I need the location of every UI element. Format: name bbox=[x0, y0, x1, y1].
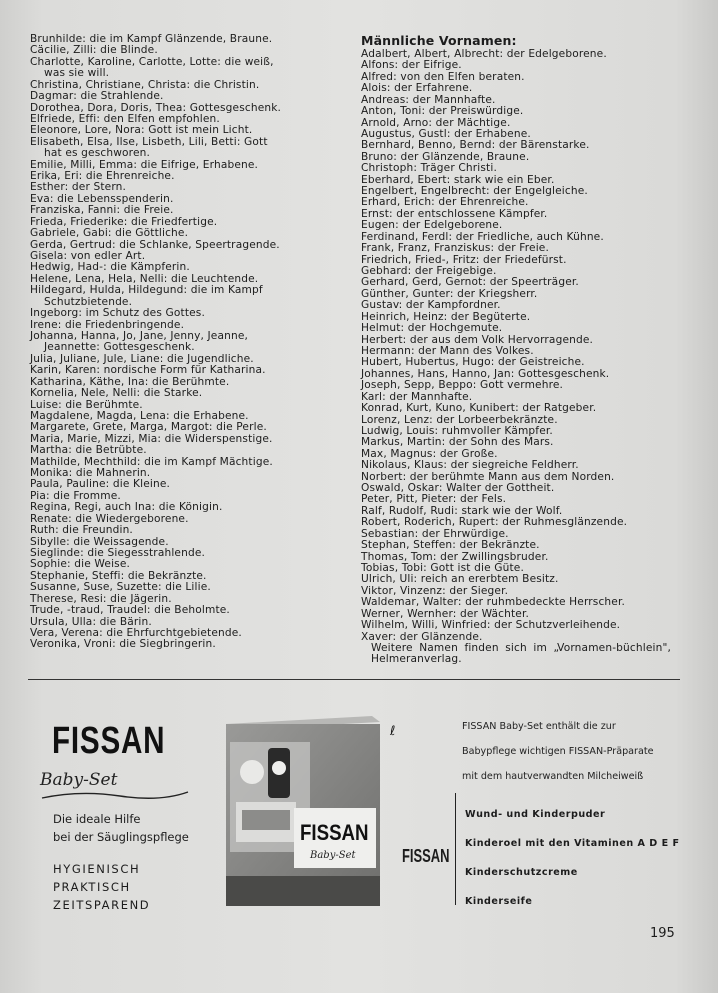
ad-product-item: Wund- und Kinderpuder bbox=[465, 809, 606, 820]
male-name-entry: Hubert, Hubertus, Hugo: der Geistreiche. bbox=[361, 356, 585, 369]
entry-text: Brunhilde: die im Kampf Glänzende, Braune. bbox=[30, 33, 273, 45]
entry-text: Ingeborg: im Schutz des Gottes. bbox=[30, 307, 205, 320]
entry-text: Katharina, Käthe, Ina: die Berühmte. bbox=[30, 375, 230, 388]
ad-description-line-2: Babypflege wichtigen FISSAN-Präparate bbox=[462, 746, 654, 757]
entry-text: Johanna, Hanna, Jo, Jane, Jenny, Jeanne, bbox=[30, 329, 249, 342]
entry-text: Elisabeth, Elsa, Ilse, Lisbeth, Lili, Betti: Gott bbox=[30, 135, 268, 148]
entry-text: Martha: die Betrübte. bbox=[30, 444, 147, 457]
male-name-entry: Sebastian: der Ehrwürdige. bbox=[361, 527, 509, 540]
male-name-entry: Heinrich, Heinz: der Begüterte. bbox=[361, 310, 531, 323]
entry-text: Christina, Christiane, Christa: die Christin. bbox=[30, 78, 260, 91]
male-name-entry: Viktor, Vinzenz: der Sieger. bbox=[361, 584, 509, 597]
male-name-entry: Johannes, Hans, Hanno, Jan: Gottesgeschenk. bbox=[361, 367, 610, 380]
ad-property: HYGIENISCH bbox=[53, 862, 141, 876]
ad-description-line-1: FISSAN Baby-Set enthält die zur bbox=[462, 721, 616, 732]
male-name-entry: Norbert: der berühmte Mann aus dem Norden. bbox=[361, 470, 615, 483]
female-name-entry bbox=[30, 57, 336, 80]
entry-text: Gerda, Gertrud: die Schlanke, Speertragende. bbox=[30, 238, 280, 251]
entry-text: Frieda, Friederike: die Friedfertige. bbox=[30, 215, 218, 228]
entry-text: Trude, -traud, Traudel: die Beholmte. bbox=[30, 604, 230, 617]
entry-continuation: hat es geschworen. bbox=[44, 147, 150, 160]
male-name-entry: Andreas: der Mannhafte. bbox=[361, 93, 496, 106]
entry-text: Irene: die Friedenbringende. bbox=[30, 318, 185, 331]
entry-text: Renate: die Wiedergeborene. bbox=[30, 512, 189, 525]
male-name-entry: Friedrich, Fried-, Fritz: der Friedefürst. bbox=[361, 253, 567, 266]
product-box-image bbox=[222, 712, 382, 908]
male-name-entry: Gustav: der Kampfordner. bbox=[361, 299, 501, 312]
entry-continuation: Schutzbietende. bbox=[44, 295, 133, 308]
entry-text: Helene, Lena, Hela, Nelli: die Leuchtende. bbox=[30, 272, 259, 285]
male-name-entry: Adalbert, Albert, Albrecht: der Edelgeborene. bbox=[361, 48, 607, 60]
male-name-entry: Max, Magnus: der Große. bbox=[361, 447, 498, 460]
male-name-entry: Thomas, Tom: der Zwillingsbruder. bbox=[361, 550, 549, 563]
entry-text: Elfriede, Effi: den Elfen empfohlen. bbox=[30, 112, 220, 125]
ad-description-line-3: mit dem hautverwandten Milcheiweiß bbox=[462, 771, 644, 782]
male-name-entry: Tobias, Tobi: Gott ist die Güte. bbox=[361, 561, 524, 574]
male-name-entry: Ferdinand, Ferdl: der Friedliche, auch Kühne. bbox=[361, 230, 604, 243]
male-name-entry: Ulrich, Uli: reich an ererbtem Besitz. bbox=[361, 573, 559, 586]
swash-ornament bbox=[40, 788, 190, 802]
ad-properties bbox=[53, 860, 150, 914]
entry-text: Ruth: die Freundin. bbox=[30, 524, 133, 537]
male-name-entry: Xaver: der Glänzende. bbox=[361, 630, 483, 643]
male-names-column bbox=[361, 34, 671, 666]
section-divider bbox=[28, 679, 680, 680]
male-name-entry: Waldemar, Walter: der ruhmbedeckte Herrscher. bbox=[361, 596, 626, 609]
box-sub-text: Baby-Set bbox=[310, 850, 356, 861]
entry-text: Monika: die Mahnerin. bbox=[30, 467, 151, 480]
arrow-mark: ℓ bbox=[390, 724, 396, 739]
male-name-entry: Helmut: der Hochgemute. bbox=[361, 322, 503, 335]
entry-text: Hildegard, Hulda, Hildegund: die im Kampf bbox=[30, 284, 263, 297]
entry-text: Sophie: die Weise. bbox=[30, 558, 131, 571]
fissan-advertisement bbox=[0, 690, 718, 990]
entry-text: Dagmar: die Strahlende. bbox=[30, 90, 164, 103]
male-name-entry: Werner, Wernher: der Wächter. bbox=[361, 607, 530, 620]
entry-text: Emilie, Milli, Emma: die Eifrige, Erhabene. bbox=[30, 158, 259, 171]
entry-text: Sieglinde: die Siegesstrahlende. bbox=[30, 546, 206, 559]
male-name-entry: Hermann: der Mann des Volkes. bbox=[361, 344, 534, 357]
male-name-entry: Christoph: Träger Christi. bbox=[361, 162, 497, 175]
male-name-entry: Stephan, Steffen: der Bekränzte. bbox=[361, 539, 540, 552]
female-name-entry bbox=[30, 137, 336, 160]
male-name-entry: Joseph, Sepp, Beppo: Gott vermehre. bbox=[361, 379, 564, 392]
entry-text: Charlotte, Karoline, Carlotte, Lotte: die weiß, bbox=[30, 55, 274, 68]
male-name-entry: Ralf, Rudolf, Rudi: stark wie der Wolf. bbox=[361, 504, 563, 517]
male-name-entry: Oswald, Oskar: Walter der Gottheit. bbox=[361, 482, 555, 495]
male-name-entry: Erhard, Erich: der Ehrenreiche. bbox=[361, 196, 529, 209]
ad-tagline-line-1: Die ideale Hilfe bbox=[53, 812, 141, 826]
ad-description bbox=[462, 714, 682, 789]
entry-text: Dorothea, Dora, Doris, Thea: Gottesgeschenk. bbox=[30, 101, 282, 114]
entry-text: Karin, Karen: nordische Form für Katharina. bbox=[30, 364, 266, 377]
entry-text: Margarete, Grete, Marga, Margot: die Perle. bbox=[30, 421, 267, 434]
male-name-entry: Lorenz, Lenz: der Lorbeerbekränzte. bbox=[361, 413, 558, 426]
male-name-entry: Ernst: der entschlossene Kämpfer. bbox=[361, 207, 548, 220]
male-name-entry: Nikolaus, Klaus: der siegreiche Feldherr. bbox=[361, 459, 579, 472]
entry-text: Gisela: von edler Art. bbox=[30, 250, 146, 263]
entry-text: Luise: die Berühmte. bbox=[30, 398, 143, 411]
male-name-entry: Alfred: von den Elfen beraten. bbox=[361, 70, 525, 83]
entry-text: Esther: der Stern. bbox=[30, 181, 127, 194]
entry-text: Cäcilie, Zilli: die Blinde. bbox=[30, 44, 158, 57]
ad-brand-small: FISSAN bbox=[402, 846, 450, 866]
entry-text: Stephanie, Steffi: die Bekränzte. bbox=[30, 569, 207, 582]
entry-text: Kornelia, Nele, Nelli: die Starke. bbox=[30, 387, 203, 400]
ad-product-item: Kinderschutzcreme bbox=[465, 867, 578, 878]
female-names-column bbox=[30, 34, 336, 651]
ad-product-list bbox=[465, 800, 680, 916]
male-name-entry: Bruno: der Glänzende, Braune. bbox=[361, 150, 530, 163]
entry-text: Mathilde, Mechthild: die im Kampf Mächtige. bbox=[30, 455, 273, 468]
entry-text: Paula, Pauline: die Kleine. bbox=[30, 478, 171, 491]
male-name-entry: Günther, Gunter: der Kriegsherr. bbox=[361, 287, 538, 300]
male-name-entry: Markus, Martin: der Sohn des Mars. bbox=[361, 436, 554, 449]
entry-text: Eva: die Lebensspenderin. bbox=[30, 192, 174, 205]
entry-continuation: was sie will. bbox=[44, 67, 110, 80]
male-name-entry: Engelbert, Engelbrecht: der Engelgleiche. bbox=[361, 185, 588, 198]
male-name-entry: Ludwig, Louis: ruhmvoller Kämpfer. bbox=[361, 424, 553, 437]
male-name-entry: Peter, Pitt, Pieter: der Fels. bbox=[361, 493, 507, 506]
male-names-heading: Männliche Vornamen: bbox=[361, 33, 517, 48]
male-name-entry: Alfons: der Eifrige. bbox=[361, 59, 462, 72]
male-name-entry: Herbert: der aus dem Volk Hervorragende. bbox=[361, 333, 594, 346]
page-number: 195 bbox=[650, 926, 675, 941]
entry-text: Erika, Eri: die Ehrenreiche. bbox=[30, 170, 175, 183]
entry-text: Maria, Marie, Mizzi, Mia: die Widerspenstige. bbox=[30, 432, 273, 445]
male-name-entry: Gebhard: der Freigebige. bbox=[361, 265, 497, 278]
female-name-entry bbox=[30, 331, 336, 354]
female-name-entry bbox=[30, 285, 336, 308]
male-name-entry: Wilhelm, Willi, Winfried: der Schutzverleihende. bbox=[361, 619, 621, 632]
ad-property: PRAKTISCH bbox=[53, 880, 131, 894]
male-name-entry: Konrad, Kurt, Kuno, Kunibert: der Ratgeber. bbox=[361, 402, 597, 415]
female-name-entry bbox=[30, 639, 336, 650]
box-brand-text: FISSAN bbox=[300, 821, 369, 846]
male-name-entry: Eberhard, Ebert: stark wie ein Eber. bbox=[361, 173, 555, 186]
footnote bbox=[361, 643, 671, 666]
entry-text: Veronika, Vroni: die Siegbringerin. bbox=[30, 638, 216, 651]
entry-text: Regina, Regi, auch Ina: die Königin. bbox=[30, 501, 223, 514]
male-name-entry: Robert, Roderich, Rupert: der Ruhmesglänzende. bbox=[361, 516, 628, 529]
entry-text: Julia, Juliane, Jule, Liane: die Jugendliche. bbox=[30, 352, 254, 365]
male-name-entry: Anton, Toni: der Preiswürdige. bbox=[361, 105, 524, 118]
male-name-entry: Bernhard, Benno, Bernd: der Bärenstarke. bbox=[361, 139, 590, 152]
product-bracket bbox=[455, 793, 464, 905]
entry-text: Therese, Resi: die Jägerin. bbox=[30, 592, 172, 605]
ad-tagline bbox=[53, 810, 189, 846]
ad-brand-logo: FISSAN bbox=[52, 720, 166, 762]
entry-text: Hedwig, Had-: die Kämpferin. bbox=[30, 261, 190, 274]
ad-product-item: Kinderseife bbox=[465, 896, 533, 907]
entry-text: Magdalene, Magda, Lena: die Erhabene. bbox=[30, 409, 249, 422]
male-name-entry: Gerhard, Gerd, Gernot: der Speerträger. bbox=[361, 276, 579, 289]
entry-text: Ursula, Ulla: die Bärin. bbox=[30, 615, 152, 628]
entry-text: Susanne, Suse, Suzette: die Lilie. bbox=[30, 581, 211, 594]
entry-text: Sibylle: die Weissagende. bbox=[30, 535, 169, 548]
ad-product-item: Kinderoel mit den Vitaminen A D E F bbox=[465, 838, 680, 849]
entry-text: Pia: die Fromme. bbox=[30, 489, 121, 502]
male-name-entry: Arnold, Arno: der Mächtige. bbox=[361, 116, 511, 129]
male-name-entry: Alois: der Erfahrene. bbox=[361, 82, 473, 95]
ad-property: ZEITSPAREND bbox=[53, 898, 151, 912]
male-name-entry: Augustus, Gustl: der Erhabene. bbox=[361, 127, 531, 140]
footnote-text: Weitere Namen finden sich im „Vornamen-büchlein", Helmeranverlag. bbox=[371, 641, 671, 666]
male-name-entry: Karl: der Mannhafte. bbox=[361, 390, 473, 403]
male-name-entry: Frank, Franz, Franziskus: der Freie. bbox=[361, 242, 549, 255]
entry-continuation: Jeannette: Gottesgeschenk. bbox=[44, 341, 195, 354]
ad-product-name: Baby-Set bbox=[40, 770, 118, 790]
entry-text: Vera, Verena: die Ehrfurchtgebietende. bbox=[30, 626, 242, 639]
entry-text: Eleonore, Lore, Nora: Gott ist mein Licht. bbox=[30, 124, 253, 137]
ad-tagline-line-2: bei der Säuglingspflege bbox=[53, 830, 189, 844]
entry-text: Gabriele, Gabi: die Göttliche. bbox=[30, 227, 189, 240]
male-name-entry: Eugen: der Edelgeborene. bbox=[361, 219, 503, 232]
entry-text: Franziska, Fanni: die Freie. bbox=[30, 204, 174, 217]
